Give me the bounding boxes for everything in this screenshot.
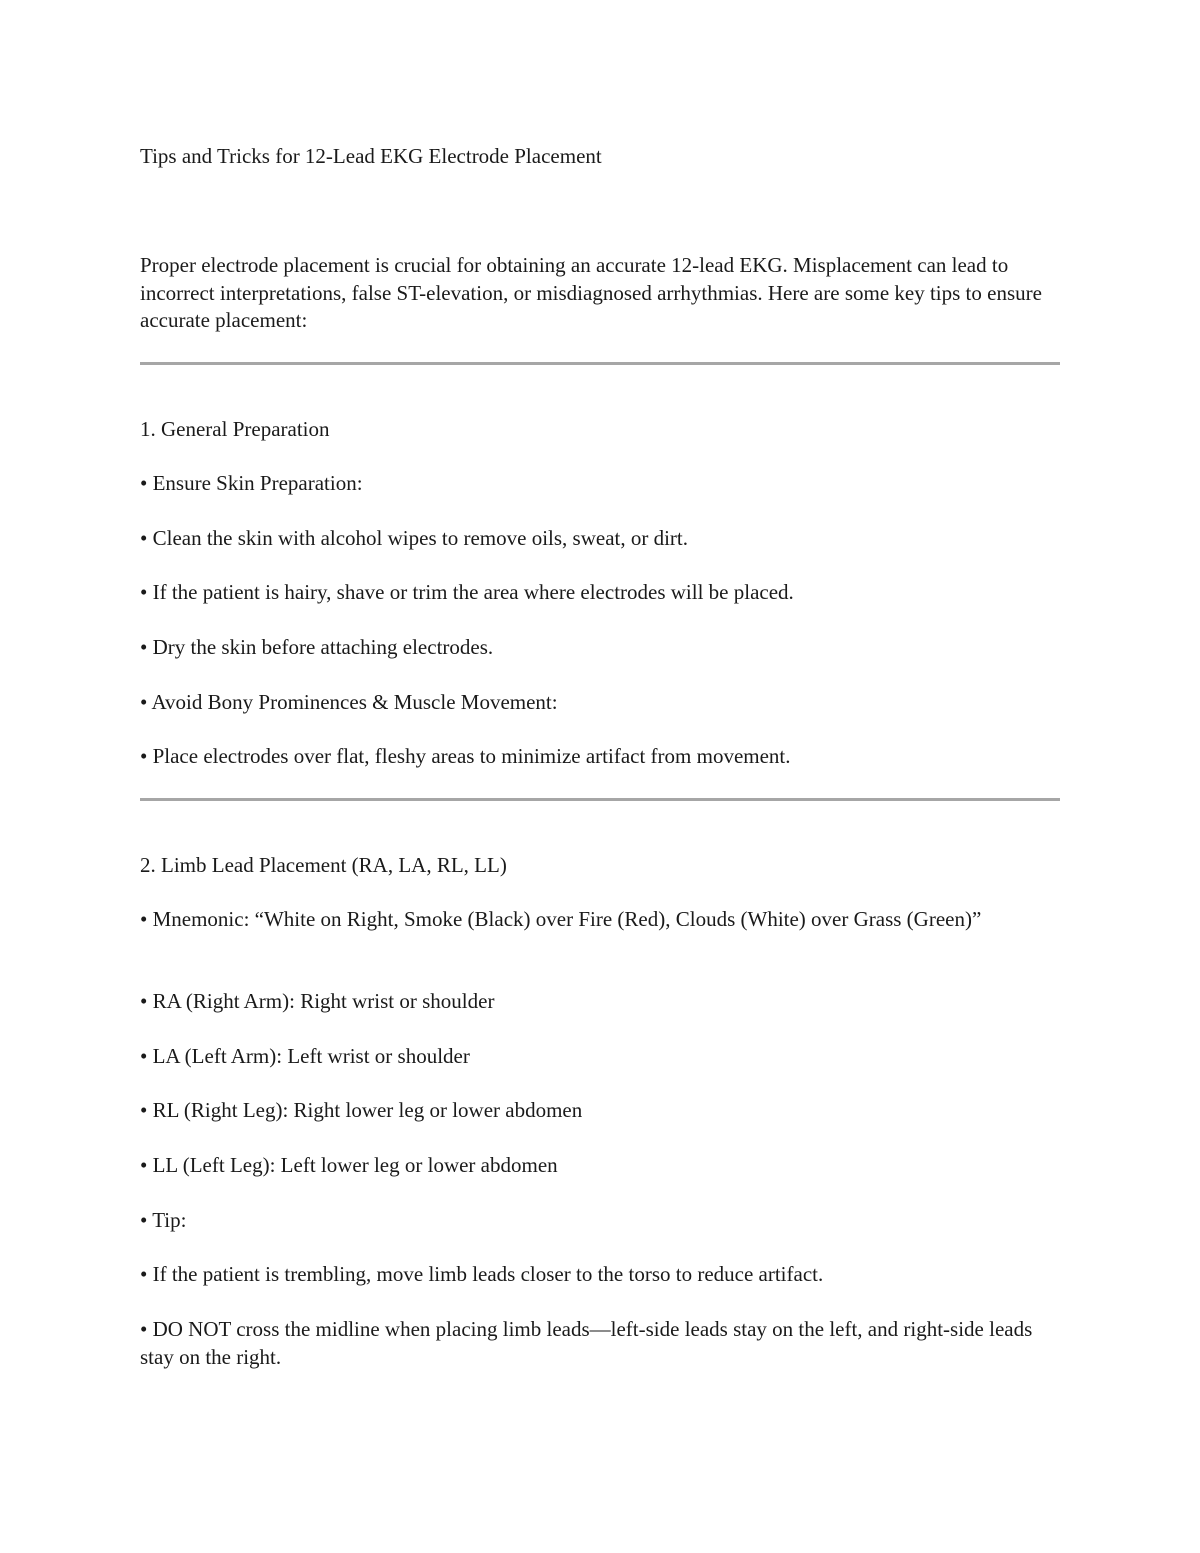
section-heading-general-preparation: 1. General Preparation <box>140 417 330 441</box>
list-item: • DO NOT cross the midline when placing limb leads—left-side leads stay on the left, and right-side leads stay on the right. <box>140 1317 1033 1369</box>
list-item: • LL (Left Leg): Left lower leg or lower abdomen <box>140 1153 558 1177</box>
list-item: • If the patient is hairy, shave or trim the area where electrodes will be placed. <box>140 580 794 604</box>
list-item: • Place electrodes over flat, fleshy areas to minimize artifact from movement. <box>140 744 791 768</box>
section-divider <box>140 798 1060 801</box>
list-item: • Dry the skin before attaching electrodes. <box>140 635 494 659</box>
section-divider <box>140 362 1060 365</box>
list-item: • Clean the skin with alcohol wipes to remove oils, sweat, or dirt. <box>140 526 688 550</box>
section-heading-limb-lead-placement: 2. Limb Lead Placement (RA, LA, RL, LL) <box>140 853 507 877</box>
list-item: • LA (Left Arm): Left wrist or shoulder <box>140 1044 470 1068</box>
intro-paragraph: Proper electrode placement is crucial for obtaining an accurate 12-lead EKG. Misplacement can lead to incorrect interpretations, false ST-elevation, or misdiagnosed arrhythmias. Here are some key tips to ensure accurate placement: <box>140 253 1042 332</box>
list-item: • Ensure Skin Preparation: <box>140 471 363 495</box>
list-item: • Tip: <box>140 1208 187 1232</box>
list-item: • RA (Right Arm): Right wrist or shoulder <box>140 989 495 1013</box>
list-item: • Mnemonic: “White on Right, Smoke (Black) over Fire (Red), Clouds (White) over Grass (Green)” <box>140 907 982 931</box>
list-item: • Avoid Bony Prominences & Muscle Movement: <box>140 690 558 714</box>
list-item: • RL (Right Leg): Right lower leg or lower abdomen <box>140 1098 583 1122</box>
list-item: • If the patient is trembling, move limb leads closer to the torso to reduce artifact. <box>140 1262 824 1286</box>
document-title: Tips and Tricks for 12-Lead EKG Electrode Placement <box>140 144 602 168</box>
